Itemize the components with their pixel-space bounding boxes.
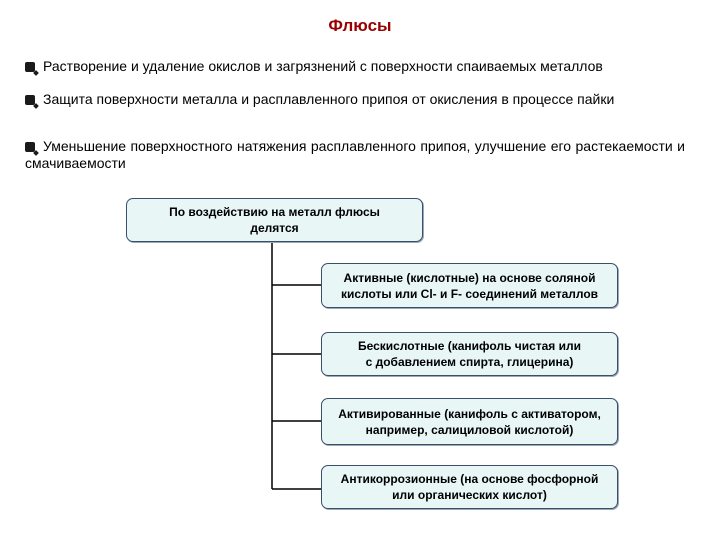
bullet-text-1: Растворение и удаление окислов и загрязнений с поверхности спаиваемых металлов <box>43 58 603 74</box>
root-category-box: По воздействию на металл флюсы делятся <box>126 198 423 242</box>
bullet-text-2: Защита поверхности металла и расплавленного припоя от окисления в процессе пайки <box>43 91 615 107</box>
active-flux-box: Активные (кислотные) на основе соляной кислоты или Cl- и F- соединений металлов <box>321 263 618 308</box>
anticorrosive-flux-box: Антикоррозионные (на основе фосфорной или органических кислот) <box>321 465 618 509</box>
acid-free-flux-box: Бескислотные (канифоль чистая или с добавлением спирта, глицерина) <box>321 332 618 376</box>
activated-flux-box: Активированные (канифоль с активатором, например, салициловой кислотой) <box>321 398 618 445</box>
bullet-text-3: Уменьшение поверхностного натяжения расплавленного припоя, улучшение его растекаемости и смачиваемости <box>25 138 685 171</box>
page-title: Флюсы <box>328 16 392 35</box>
